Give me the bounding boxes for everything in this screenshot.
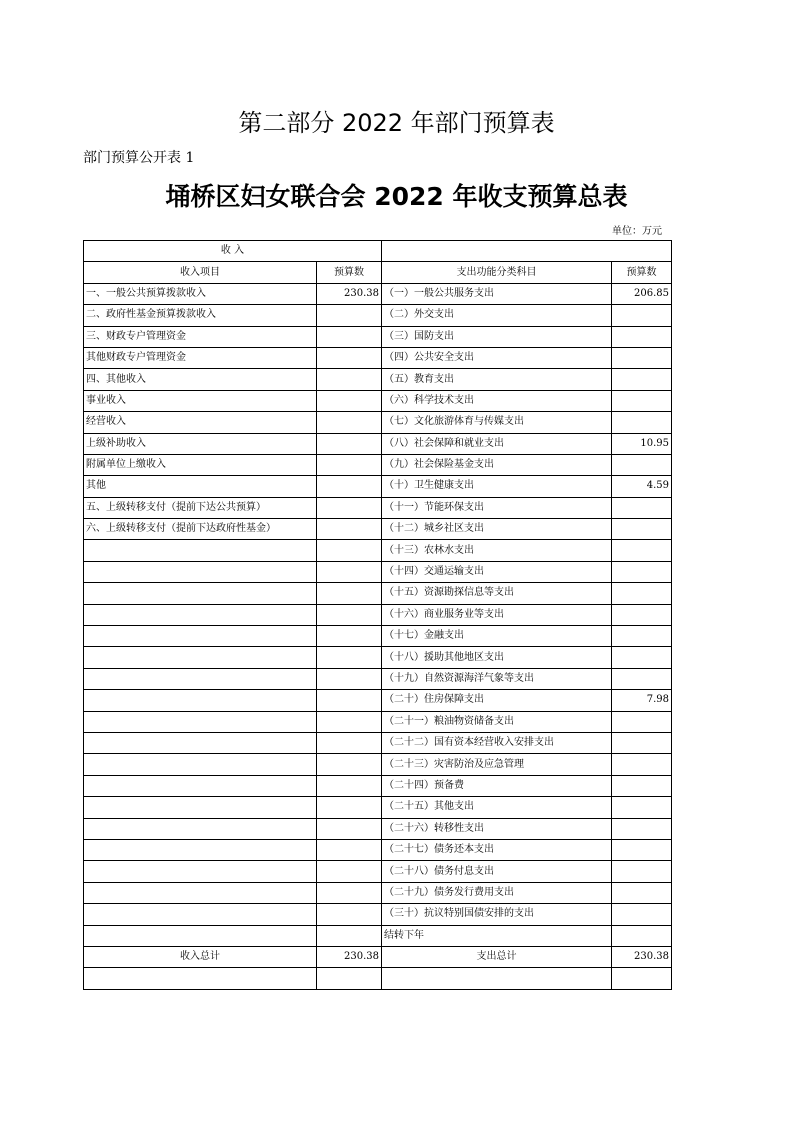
total-expense-label: 支出总计 xyxy=(382,946,612,967)
income-item-cell xyxy=(84,818,317,839)
table-row xyxy=(84,454,672,475)
income-item-cell xyxy=(84,540,317,561)
expense-amount-cell: 206.85 xyxy=(612,283,672,304)
income-item-cell: 其他 xyxy=(84,476,317,497)
blank-cell xyxy=(382,968,612,989)
income-item-cell xyxy=(84,754,317,775)
expense-amount-cell: 4.59 xyxy=(612,476,672,497)
income-item-cell: 三、财政专户管理资金 xyxy=(84,326,317,347)
income-item-cell xyxy=(84,861,317,882)
blank-cell xyxy=(612,968,672,989)
expense-item-cell: 结转下年 xyxy=(382,925,612,946)
expense-item-cell: （五）教育支出 xyxy=(382,369,612,390)
income-amount-cell xyxy=(317,604,382,625)
table-row xyxy=(84,583,672,604)
income-item-cell xyxy=(84,797,317,818)
income-amount-cell xyxy=(317,347,382,368)
table-row xyxy=(84,604,672,625)
expense-amount-cell xyxy=(612,305,672,326)
table-row xyxy=(84,797,672,818)
table-row xyxy=(84,540,672,561)
total-income-amount: 230.38 xyxy=(317,946,382,967)
expense-item-cell: （十六）商业服务业等支出 xyxy=(382,604,612,625)
expense-amount-cell xyxy=(612,711,672,732)
section-header-blank xyxy=(382,241,672,262)
expense-amount-cell xyxy=(612,326,672,347)
income-item-cell: 六、上级转移支付（提前下达政府性基金） xyxy=(84,519,317,540)
table-row xyxy=(84,476,672,497)
section-header: 收 入 xyxy=(84,241,382,262)
income-item-cell xyxy=(84,839,317,860)
income-amount-cell xyxy=(317,797,382,818)
expense-amount-cell xyxy=(612,369,672,390)
expense-amount-cell xyxy=(612,775,672,796)
income-amount-cell xyxy=(317,476,382,497)
table-row xyxy=(84,412,672,433)
expense-item-cell: （九）社会保险基金支出 xyxy=(382,454,612,475)
income-item-cell xyxy=(84,583,317,604)
table-row xyxy=(84,561,672,582)
expense-item-cell: （十九）自然资源海洋气象等支出 xyxy=(382,668,612,689)
budget-table xyxy=(83,240,672,990)
income-amount-cell xyxy=(317,626,382,647)
table-row xyxy=(84,775,672,796)
income-item-cell xyxy=(84,904,317,925)
expense-item-cell: （七）文化旅游体育与传媒支出 xyxy=(382,412,612,433)
expense-amount-cell xyxy=(612,626,672,647)
income-item-cell xyxy=(84,690,317,711)
expense-item-cell: （三十）抗议特别国债安排的支出 xyxy=(382,904,612,925)
table-row xyxy=(84,369,672,390)
income-amount-cell xyxy=(317,668,382,689)
expense-amount-cell xyxy=(612,818,672,839)
expense-amount-cell xyxy=(612,797,672,818)
table-row xyxy=(84,519,672,540)
table-row xyxy=(84,305,672,326)
col-expense-item: 支出功能分类科目 xyxy=(382,262,612,283)
expense-item-cell: （二十八）债务付息支出 xyxy=(382,861,612,882)
section-header-row xyxy=(84,241,672,262)
expense-item-cell: （二十三）灾害防治及应急管理 xyxy=(382,754,612,775)
table-row xyxy=(84,647,672,668)
income-amount-cell xyxy=(317,519,382,540)
table-row xyxy=(84,433,672,454)
table-row xyxy=(84,347,672,368)
table-row xyxy=(84,497,672,518)
income-amount-cell xyxy=(317,369,382,390)
column-header-row xyxy=(84,262,672,283)
expense-amount-cell xyxy=(612,882,672,903)
expense-amount-cell xyxy=(612,497,672,518)
expense-amount-cell xyxy=(612,561,672,582)
expense-amount-cell xyxy=(612,668,672,689)
income-item-cell xyxy=(84,626,317,647)
income-item-cell xyxy=(84,604,317,625)
expense-item-cell: （十五）资源勘探信息等支出 xyxy=(382,583,612,604)
income-amount-cell xyxy=(317,583,382,604)
expense-amount-cell xyxy=(612,412,672,433)
total-expense-amount: 230.38 xyxy=(612,946,672,967)
income-item-cell xyxy=(84,882,317,903)
income-amount-cell xyxy=(317,454,382,475)
expense-amount-cell xyxy=(612,583,672,604)
income-amount-cell xyxy=(317,861,382,882)
income-item-cell xyxy=(84,732,317,753)
table-row xyxy=(84,732,672,753)
expense-item-cell: （十八）援助其他地区支出 xyxy=(382,647,612,668)
income-item-cell xyxy=(84,668,317,689)
income-item-cell: 事业收入 xyxy=(84,390,317,411)
income-item-cell xyxy=(84,775,317,796)
expense-amount-cell xyxy=(612,861,672,882)
expense-item-cell: （二）外交支出 xyxy=(382,305,612,326)
blank-cell xyxy=(317,968,382,989)
expense-item-cell: （二十五）其他支出 xyxy=(382,797,612,818)
income-item-cell: 附属单位上缴收入 xyxy=(84,454,317,475)
blank-row xyxy=(84,968,672,989)
income-item-cell: 其他财政专户管理资金 xyxy=(84,347,317,368)
expense-amount-cell xyxy=(612,604,672,625)
expense-amount-cell: 7.98 xyxy=(612,690,672,711)
income-amount-cell xyxy=(317,412,382,433)
col-income-item: 收入项目 xyxy=(84,262,317,283)
income-item-cell: 上级补助收入 xyxy=(84,433,317,454)
income-amount-cell xyxy=(317,497,382,518)
expense-amount-cell xyxy=(612,904,672,925)
expense-item-cell: （六）科学技术支出 xyxy=(382,390,612,411)
table-row xyxy=(84,283,672,304)
expense-amount-cell xyxy=(612,347,672,368)
income-item-cell: 一、一般公共预算拨款收入 xyxy=(84,283,317,304)
expense-item-cell: （二十九）债务发行费用支出 xyxy=(382,882,612,903)
income-item-cell xyxy=(84,647,317,668)
expense-amount-cell xyxy=(612,519,672,540)
income-item-cell: 二、政府性基金预算拨款收入 xyxy=(84,305,317,326)
table-row xyxy=(84,626,672,647)
table-row xyxy=(84,861,672,882)
expense-item-cell: （三）国防支出 xyxy=(382,326,612,347)
total-income-label: 收入总计 xyxy=(84,946,317,967)
expense-item-cell: （十三）农林水支出 xyxy=(382,540,612,561)
expense-item-cell: （一）一般公共服务支出 xyxy=(382,283,612,304)
expense-amount-cell xyxy=(612,540,672,561)
expense-item-cell: （八）社会保障和就业支出 xyxy=(382,433,612,454)
income-amount-cell xyxy=(317,561,382,582)
income-item-cell: 经营收入 xyxy=(84,412,317,433)
table-row xyxy=(84,390,672,411)
table-label: 部门预算公开表 1 xyxy=(83,150,195,166)
table-row xyxy=(84,839,672,860)
income-item-cell: 四、其他收入 xyxy=(84,369,317,390)
income-amount-cell xyxy=(317,326,382,347)
income-amount-cell xyxy=(317,690,382,711)
expense-item-cell: （十四）交通运输支出 xyxy=(382,561,612,582)
expense-amount-cell: 10.95 xyxy=(612,433,672,454)
unit-label: 单位：万元 xyxy=(612,226,662,237)
table-row xyxy=(84,904,672,925)
expense-item-cell: （二十二）国有资本经营收入安排支出 xyxy=(382,732,612,753)
part-title: 第二部分 2022 年部门预算表 xyxy=(238,109,555,137)
col-income-amount: 预算数 xyxy=(317,262,382,283)
table-row xyxy=(84,690,672,711)
expense-amount-cell xyxy=(612,754,672,775)
page-title: 埇桥区妇女联合会 2022 年收支预算总表 xyxy=(165,182,628,211)
table-row xyxy=(84,925,672,946)
expense-item-cell: （二十六）转移性支出 xyxy=(382,818,612,839)
expense-item-cell: （二十一）粮油物资储备支出 xyxy=(382,711,612,732)
income-amount-cell xyxy=(317,775,382,796)
expense-amount-cell xyxy=(612,454,672,475)
expense-item-cell: （十二）城乡社区支出 xyxy=(382,519,612,540)
income-amount-cell xyxy=(317,882,382,903)
expense-item-cell: （四）公共安全支出 xyxy=(382,347,612,368)
income-item-cell xyxy=(84,561,317,582)
income-amount-cell xyxy=(317,647,382,668)
total-row xyxy=(84,946,672,967)
income-amount-cell xyxy=(317,305,382,326)
income-amount-cell xyxy=(317,433,382,454)
income-amount-cell xyxy=(317,904,382,925)
income-amount-cell xyxy=(317,839,382,860)
income-amount-cell xyxy=(317,540,382,561)
expense-item-cell: （十一）节能环保支出 xyxy=(382,497,612,518)
col-expense-amount: 预算数 xyxy=(612,262,672,283)
blank-cell xyxy=(84,968,317,989)
expense-amount-cell xyxy=(612,732,672,753)
expense-item-cell: （十七）金融支出 xyxy=(382,626,612,647)
expense-item-cell: （二十）住房保障支出 xyxy=(382,690,612,711)
expense-amount-cell xyxy=(612,390,672,411)
expense-item-cell: （二十四）预备费 xyxy=(382,775,612,796)
table-row xyxy=(84,668,672,689)
income-amount-cell xyxy=(317,732,382,753)
income-amount-cell xyxy=(317,754,382,775)
income-amount-cell xyxy=(317,711,382,732)
expense-amount-cell xyxy=(612,647,672,668)
income-amount-cell xyxy=(317,925,382,946)
table-row xyxy=(84,711,672,732)
table-row xyxy=(84,882,672,903)
expense-item-cell: （二十七）债务还本支出 xyxy=(382,839,612,860)
expense-amount-cell xyxy=(612,925,672,946)
table-row xyxy=(84,326,672,347)
income-amount-cell xyxy=(317,390,382,411)
table-row xyxy=(84,754,672,775)
income-item-cell xyxy=(84,711,317,732)
income-amount-cell: 230.38 xyxy=(317,283,382,304)
expense-item-cell: （十）卫生健康支出 xyxy=(382,476,612,497)
table-row xyxy=(84,818,672,839)
expense-amount-cell xyxy=(612,839,672,860)
income-amount-cell xyxy=(317,818,382,839)
income-item-cell: 五、上级转移支付（提前下达公共预算） xyxy=(84,497,317,518)
income-item-cell xyxy=(84,925,317,946)
